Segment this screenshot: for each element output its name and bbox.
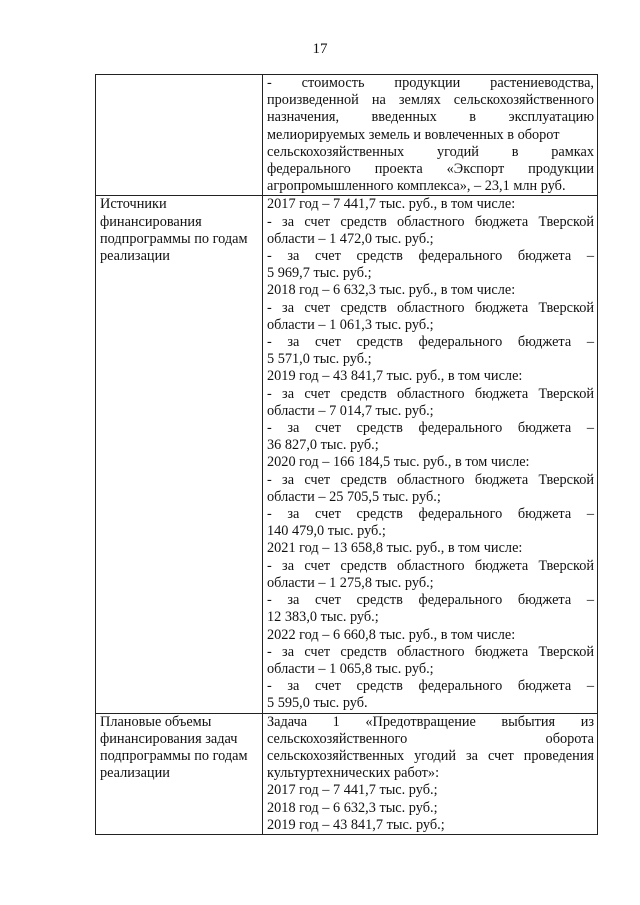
row-label-cell xyxy=(96,713,263,834)
text-line: - за счет средств областного бюджета Тверской xyxy=(267,213,594,230)
text-line: Задача 1 «Предотвращение выбытия из xyxy=(267,713,594,730)
text-line: области – 7 014,7 тыс. руб.; xyxy=(267,402,434,419)
text-line: 2021 год – 13 658,8 тыс. руб., в том числе: xyxy=(267,540,523,557)
table-row xyxy=(96,196,598,713)
text-line: - за счет средств федерального бюджета – xyxy=(267,420,594,437)
text-line: культуртехнических работ»: xyxy=(267,765,440,782)
text-line: - за счет средств федерального бюджета – xyxy=(267,334,594,351)
label-line: финансирования задач xyxy=(100,730,238,747)
text-line: агропромышленного комплекса», – 23,1 млн руб. xyxy=(267,178,566,195)
text-line: - за счет средств федерального бюджета – xyxy=(267,248,594,265)
text-line: 2019 год – 43 841,7 тыс. руб., в том числе: xyxy=(267,368,523,385)
text-line: 2020 год – 166 184,5 тыс. руб., в том числе: xyxy=(267,454,530,471)
table-row xyxy=(96,75,598,196)
text-line: 36 827,0 тыс. руб.; xyxy=(267,437,379,454)
label-line: Источники xyxy=(100,196,167,213)
text-line: назначения, введенных в эксплуатацию xyxy=(267,109,594,126)
text-line: - за счет средств федерального бюджета – xyxy=(267,506,594,523)
label-line: реализации xyxy=(100,248,170,265)
row-label-cell xyxy=(96,196,263,713)
text-line: 140 479,0 тыс. руб.; xyxy=(267,523,386,540)
text-line: 5 571,0 тыс. руб.; xyxy=(267,351,372,368)
text-line: 5 595,0 тыс. руб. xyxy=(267,695,368,712)
table-row xyxy=(96,713,598,834)
label-line: подпрограммы по годам xyxy=(100,747,248,764)
text-line: 2019 год – 43 841,7 тыс. руб.; xyxy=(267,816,445,833)
text-line: - за счет средств федерального бюджета – xyxy=(267,678,594,695)
row-label-cell xyxy=(96,75,263,196)
text-line: области – 25 705,5 тыс. руб.; xyxy=(267,488,441,505)
text-line: 2022 год – 6 660,8 тыс. руб., в том числе: xyxy=(267,626,516,643)
page-number: 17 xyxy=(312,41,328,57)
text-line: области – 1 472,0 тыс. руб.; xyxy=(267,230,434,247)
row-value-cell xyxy=(263,75,598,196)
text-line: сельскохозяйственных угодий в рамках xyxy=(267,143,594,160)
text-line: - за счет средств федерального бюджета – xyxy=(267,592,594,609)
text-line: произведенной на землях сельскохозяйственного xyxy=(267,92,594,109)
text-line: 5 969,7 тыс. руб.; xyxy=(267,265,372,282)
row-value-cell xyxy=(263,713,598,834)
text-line: сельскохозяйственных угодий за счет проведения xyxy=(267,747,594,764)
row-value-cell xyxy=(263,196,598,713)
text-line: - за счет средств областного бюджета Тверской xyxy=(267,471,594,488)
text-line: 2018 год – 6 632,3 тыс. руб.; xyxy=(267,799,438,816)
text-line: - стоимость продукции растениеводства, xyxy=(267,75,594,91)
label-line: финансирования xyxy=(100,213,202,230)
text-line: - за счет средств областного бюджета Тверской xyxy=(267,557,594,574)
text-line: - за счет средств областного бюджета Тверской xyxy=(267,299,594,316)
text-line: 12 383,0 тыс. руб.; xyxy=(267,609,379,626)
text-line: 2018 год – 6 632,3 тыс. руб., в том числе: xyxy=(267,282,516,299)
text-line: 2017 год – 7 441,7 тыс. руб., в том числе: xyxy=(267,196,516,213)
text-line: федерального проекта «Экспорт продукции xyxy=(267,161,594,178)
label-line: подпрограммы по годам xyxy=(100,230,248,247)
text-line: 2017 год – 7 441,7 тыс. руб.; xyxy=(267,782,438,799)
text-line: области – 1 275,8 тыс. руб.; xyxy=(267,574,434,591)
label-line: реализации xyxy=(100,765,170,782)
text-line: области – 1 065,8 тыс. руб.; xyxy=(267,660,434,677)
text-line: мелиорируемых земель и вовлеченных в оборот xyxy=(267,126,560,143)
text-line: - за счет средств областного бюджета Тверской xyxy=(267,643,594,660)
passport-table xyxy=(95,74,598,835)
label-line: Плановые объемы xyxy=(100,713,212,730)
text-line: сельскохозяйственного оборота xyxy=(267,730,594,747)
text-line: - за счет средств областного бюджета Тверской xyxy=(267,385,594,402)
text-line: области – 1 061,3 тыс. руб.; xyxy=(267,316,434,333)
